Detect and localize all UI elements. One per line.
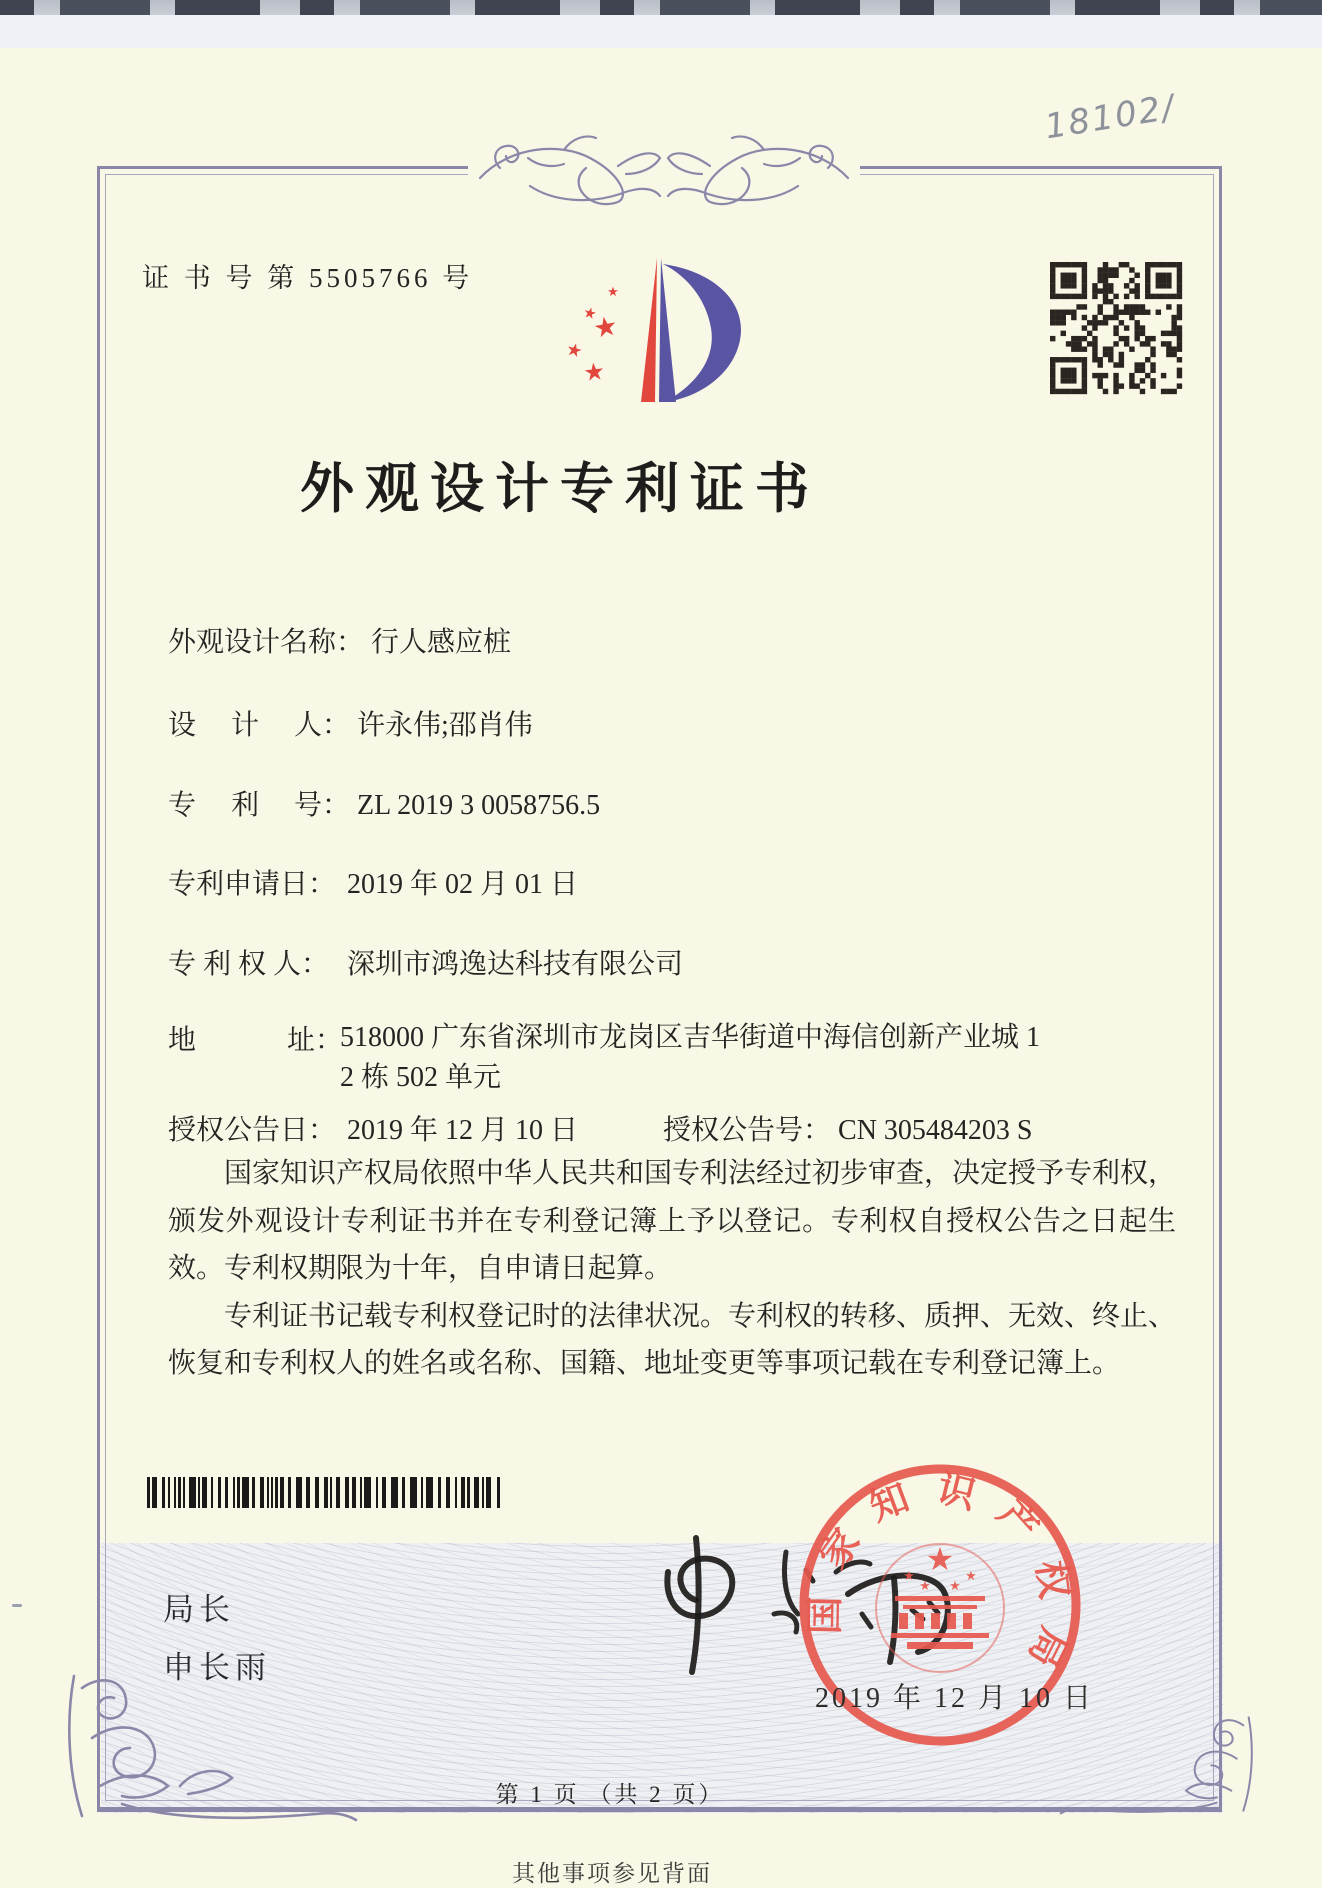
field-grant-number (663, 1108, 1032, 1148)
field-value: 2019 年 02 月 01 日 (347, 869, 579, 900)
field-value: 行人感应桩 (371, 627, 512, 658)
qr-code (1050, 262, 1182, 394)
field-designer (168, 703, 533, 743)
national-emblem (891, 1540, 989, 1649)
logo-star-icon: ★ (582, 356, 607, 388)
commissioner-title: 局长 (163, 1592, 235, 1627)
field-value: 2019 年 12 月 10 日 (347, 1115, 579, 1146)
emblem-star-icon: ★ (949, 1579, 961, 1594)
field-label: 授权公告日： (168, 1115, 337, 1146)
address-line-1: 518000 广东省深圳市龙岗区吉华街道中海信创新产业城 1 (340, 1022, 1041, 1053)
address-line-2: 2 栋 502 单元 (340, 1062, 502, 1093)
body-text (168, 1150, 1176, 1388)
field-label: 专 利 权 人： (168, 949, 330, 980)
field-label: 外观设计名称： (168, 627, 365, 658)
field-grant-date (168, 1108, 578, 1148)
seal-date: 2019 年 12 月 10 日 (815, 1683, 1095, 1714)
logo-star-icon: ★ (581, 302, 599, 324)
cut-off-back-note: 其他事项参见背面 (512, 1861, 712, 1886)
logo-star-icon: ★ (563, 338, 585, 363)
field-patent-number (168, 783, 600, 823)
field-label: 专 利 号： (168, 790, 351, 821)
commissioner-name: 申长雨 (163, 1650, 271, 1685)
cnipa-logo (545, 200, 775, 410)
field-value: 深圳市鸿逸达科技有限公司 (347, 949, 684, 980)
scan-white-band (0, 15, 1322, 48)
field-value: ZL 2019 3 0058756.5 (357, 790, 601, 821)
field-label: 授权公告号： (663, 1115, 832, 1146)
handwritten-number: 18102/ (1042, 87, 1179, 148)
field-label: 设 计 人： (168, 710, 351, 741)
scan-edge-strip (0, 0, 1322, 15)
field-filing-date (168, 862, 578, 902)
barcode (147, 1477, 503, 1508)
emblem-star-icon: ★ (919, 1579, 931, 1594)
bottom-left-flourish (60, 1668, 360, 1833)
emblem-star-icon: ★ (903, 1569, 915, 1584)
seal-text: 国家知识产权局 (804, 1467, 1078, 1695)
certificate-title: 外观设计专利证书 (300, 459, 820, 519)
scan-speck (12, 1604, 22, 1607)
top-ornament (468, 124, 860, 210)
logo-star-icon: ★ (590, 310, 621, 345)
field-address (168, 1018, 343, 1058)
field-label: 地 址： (168, 1025, 344, 1056)
field-address-value (340, 1018, 1080, 1098)
paragraph-1: 国家知识产权局依照中华人民共和国专利法经过初步审查，决定授予专利权，颁发外观设计专利证书并在专利登记簿上予以登记。专利权自授权公告之日起生效。专利权期限为十年，自申请日起算。 (168, 1158, 1177, 1284)
emblem-star-icon: ★ (965, 1569, 977, 1584)
certificate-number: 证 书 号 第 5505766 号 (142, 263, 474, 293)
field-value: CN 305484203 S (838, 1115, 1033, 1146)
paragraph-2: 专利证书记载专利权登记时的法律状况。专利权的转移、质押、无效、终止、恢复和专利权人的姓名或名称、国籍、地址变更等事项记载在专利登记簿上。 (168, 1300, 1177, 1379)
logo-star-icon: ★ (607, 285, 619, 300)
field-design-name (168, 620, 511, 660)
field-label: 专利申请日： (168, 869, 337, 900)
emblem-star-icon: ★ (925, 1540, 955, 1578)
field-value: 许永伟;邵肖伟 (357, 710, 533, 741)
page-number: 第 1 页 （共 2 页） (495, 1782, 725, 1807)
field-patentee (168, 942, 683, 982)
